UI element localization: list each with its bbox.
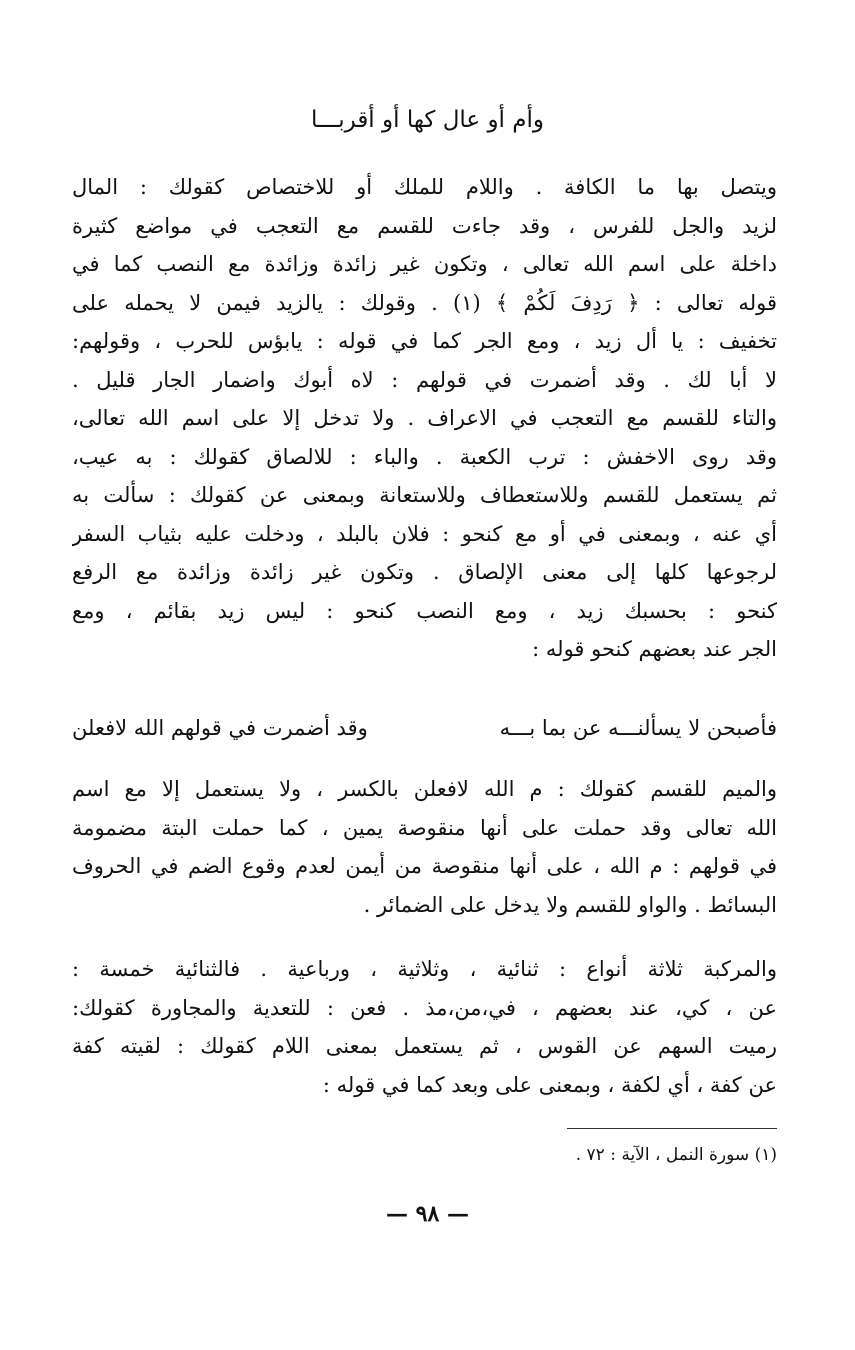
text-line: داخلة على اسم الله تعالى ، وتكون غير زائدة وزائدة مع النصب كما في [72, 252, 777, 276]
footnote: (١) سورة النمل ، الآية : ٧٢ . [575, 1145, 777, 1165]
text-line: تخفيف : يا أل زيد ، ومع الجر كما في قوله : يابؤس للحرب ، وقولهم: [72, 329, 777, 353]
text-line: ثم يستعمل للقسم وللاستعطاف وللاستعانة وبمعنى عن كقولك : سألت به [72, 483, 777, 507]
text-line: البسائط . والواو للقسم ولا يدخل على الضمائر . [363, 892, 777, 917]
text-line: الله تعالى وقد حملت على أنها منقوصة يمين ، كما حملت البتة مضمومة [72, 815, 777, 840]
text-line: قوله تعالى : ﴿ رَدِفَ لَكُمْ ﴾ (١) . وقولك : يالزيد فيمن لا يحمله على [72, 290, 777, 315]
text-line: رميت السهم عن القوس ، ثم يستعمل بمعنى اللام كقولك : لقيته كفة [72, 1034, 777, 1058]
text-line: وقد روى الاخفش : ترب الكعبة . والباء : للالصاق كقولك : به عيب، [72, 444, 777, 469]
text-line: كنحو : بحسبك زيد ، ومع النصب كنحو : ليس زيد بقائم ، ومع [72, 598, 777, 623]
text-line: لا أبا لك . وقد أضمرت في قولهم : لاه أبوك واضمار الجار قليل . [72, 367, 777, 392]
text-line: في قولهم : م الله ، على أنها منقوصة من أيمن لعدم وقوع الضم في الحروف [72, 854, 777, 878]
text-line: لرجوعها كلها إلى معنى الإلصاق . وتكون غير زائدة وزائدة مع الرفع [72, 560, 777, 584]
text-line: والمركبة ثلاثة أنواع : ثنائية ، وثلاثية ، ورباعية . فالثنائية خمسة : [72, 957, 777, 981]
page-number: — ٩٨ — [386, 1201, 469, 1227]
text-line: عن كفة ، أي لكفة ، وبمعنى على وبعد كما في قوله : [322, 1072, 777, 1097]
text-line: ويتصل بها ما الكافة . واللام للملك أو للاختصاص كقولك : المال [72, 175, 777, 199]
text-line: والتاء للقسم مع التعجب في الاعراف . ولا تدخل إلا على اسم الله تعالى، [72, 406, 777, 430]
text-line: والميم للقسم كقولك : م الله لافعلن بالكسر ، ولا يستعمل إلا مع اسم [72, 777, 777, 801]
footnote-divider [567, 1128, 777, 1129]
text-line: لزيد والجل للفرس ، وقد جاءت للقسم مع التعجب في مواضع كثيرة [72, 213, 777, 238]
text-line: أي عنه ، وبمعنى في أو مع كنحو : فلان بالبلد ، ودخلت عليه بثياب السفر [72, 521, 777, 546]
paragraph-compound-particles [72, 950, 777, 1104]
poem-verse [72, 708, 777, 748]
poem-first-hemistich: فأصبحن لا يسألنـــه عن بما بـــه [499, 716, 777, 740]
text-line: عن ، كي، عند بعضهم ، في،من،مذ . فعن : للتعدية والمجاورة كقولك: [72, 995, 777, 1020]
paragraph-particles-lam-ta-ba [72, 168, 777, 669]
paragraph-mim-waw [72, 770, 777, 924]
poem-second-hemistich: وقد أضمرت في قولهم الله لافعلن [72, 716, 368, 740]
text-line: الجر عند بعضهم كنحو قوله : [532, 637, 777, 661]
verse-line: وأم أو عال كها أو أقربـــا [311, 107, 544, 133]
